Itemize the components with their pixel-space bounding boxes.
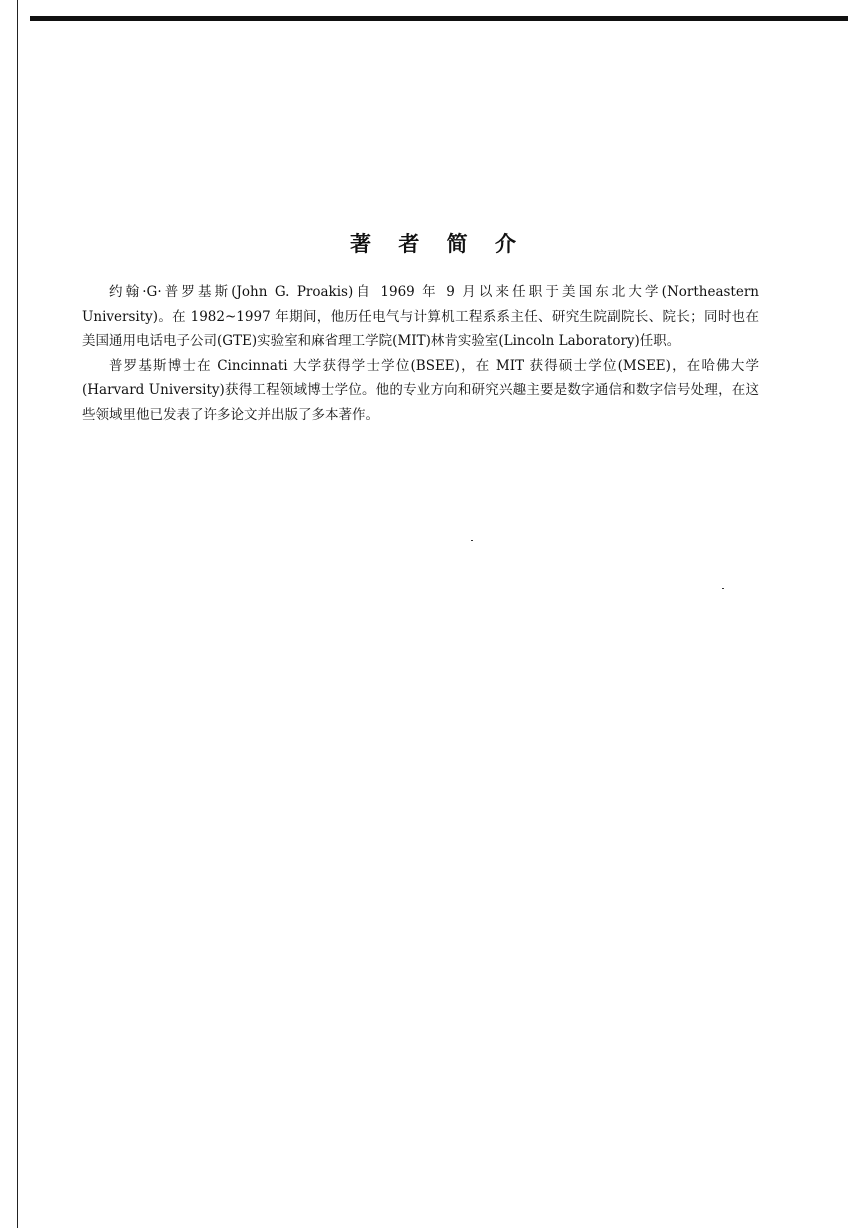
bio-paragraph-1: 约翰·G·普罗基斯(John G. Proakis)自 1969 年 9 月以来任职于美国东北大学(Northeastern University)。在 1982~1997 年期间，他历任电气与计算机工程系系主任、研究生院副院长、院长；同时也在美国通用电话电子公司(GTE)实验室和麻省理工学院(MIT)林肯实验室(Lincoln Laboratory)任职。 [82,284,759,349]
bio-paragraph-2: 普罗基斯博士在 Cincinnati 大学获得学士学位(BSEE)，在 MIT 获得硕士学位(MSEE)，在哈佛大学(Harvard University)获得工程领域博士学位。他的专业方向和研究兴趣主要是数字通信和数字信号处理，在这些领域里他已发表了许多论文并出版了多本著作。 [82,357,759,423]
top-rule [30,16,848,21]
author-bio [82,280,759,427]
scan-speck [722,588,724,589]
page-left-edge [17,0,18,1228]
page-title: 著 者 简 介 [350,232,526,256]
scan-speck [471,540,473,541]
